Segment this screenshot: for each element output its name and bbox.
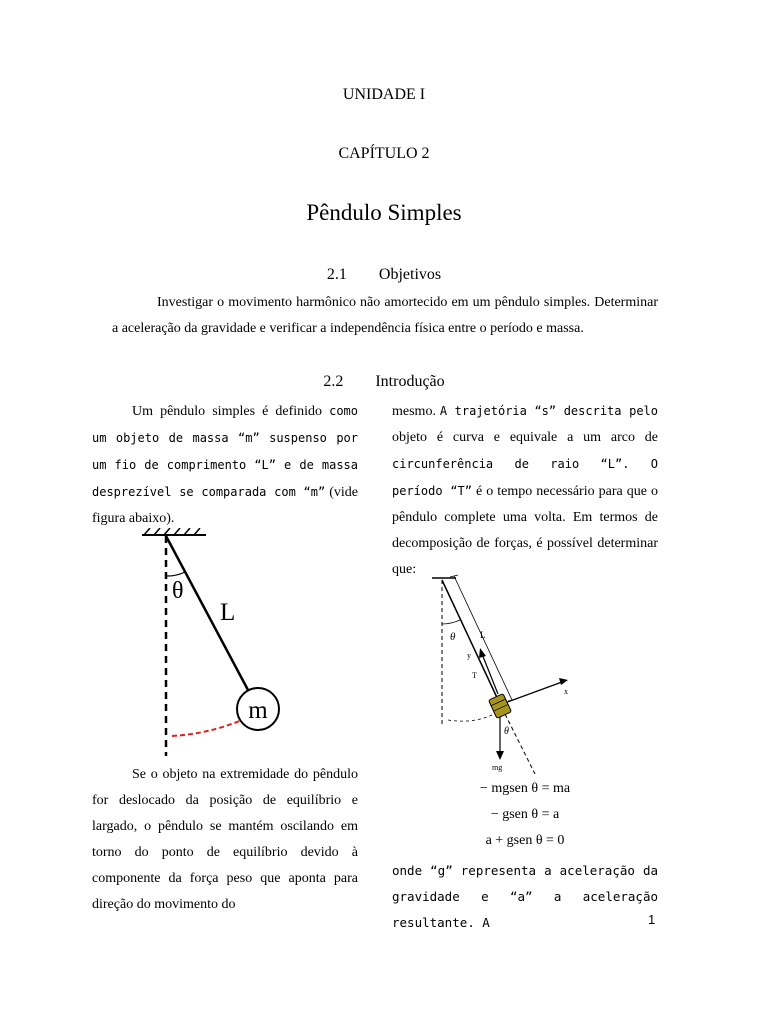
section-introduction-heading <box>0 373 768 391</box>
x-label: x <box>564 687 568 696</box>
text-run: circunferência de raio “L”. O período “T” <box>392 457 658 498</box>
section-number: 2.2 <box>323 373 344 390</box>
theta-label: θ <box>172 578 184 604</box>
page-title: Pêndulo Simples <box>306 200 462 225</box>
equation-3: a + gsen θ = 0 <box>485 833 565 848</box>
section-number: 2.1 <box>326 266 347 283</box>
text-run: como um objeto de massa “m” suspenso por um fio de comprimento “L” e de massa desprezível se comparada com “m” <box>92 404 358 499</box>
tension-label: T <box>472 671 477 680</box>
tension-arrowhead <box>479 648 486 658</box>
text-run: A trajetória “s” descrita pelo <box>439 404 658 418</box>
text-run: objeto é curva e equivale a um arco de <box>392 430 658 445</box>
x-axis-arrow <box>502 682 562 704</box>
trajectory-arc <box>448 714 494 721</box>
y-label: y <box>467 651 471 660</box>
intro-paragraph-right <box>392 398 658 583</box>
page-number: 1 <box>648 912 656 927</box>
objectives-paragraph: Investigar o movimento harmônico não amortecido em um pêndulo simples. Determinar a aceleração da gravidade e verificar a independência física entre o período e massa. <box>112 295 658 336</box>
pendulum-string <box>166 536 248 690</box>
text-run: Um pêndulo simples é definido <box>132 404 330 419</box>
length-label: L <box>480 630 486 640</box>
theta-label: θ <box>450 631 456 643</box>
text-run: é o tempo necessário para que o pêndulo complete uma volta. Em termos de decomposição de forças, é possível determinar que: <box>392 484 658 577</box>
ceiling-hatch <box>144 528 200 535</box>
intro-paragraph-right-2: onde “g” representa a aceleração da gravidade e “a” a aceleração resultante. A <box>392 863 658 930</box>
section-title: Objetivos <box>378 266 442 283</box>
section-title: Introdução <box>375 373 445 390</box>
equation-1: − mgsen θ = ma <box>479 781 571 796</box>
pendulum-figure <box>130 528 380 760</box>
section-objectives-heading <box>0 266 768 284</box>
tension-vector <box>482 654 498 694</box>
weight-label: mg <box>492 763 503 772</box>
mass-label: m <box>248 697 268 724</box>
intro-paragraph-left-2: Se o objeto na extremidade do pêndulo for deslocado da posição de equilíbrio e largado, o pêndulo se mantém oscilando em torno do ponto de equilíbrio devido à componente da força peso que aponta para direção do movimento do <box>92 767 358 912</box>
force-diagram-figure <box>420 574 600 774</box>
length-label: L <box>220 599 236 626</box>
trajectory-arc <box>172 720 242 736</box>
text-run: (vide figura abaixo). <box>92 485 359 526</box>
x-arrowhead <box>559 678 568 685</box>
angle-arc <box>166 572 185 576</box>
weight-arrowhead <box>496 751 504 760</box>
text-run: mesmo. <box>392 404 440 419</box>
equation-2: − gsen θ = a <box>490 807 560 822</box>
angle-arc <box>442 620 460 624</box>
unit-heading: UNIDADE I <box>342 86 426 103</box>
intro-paragraph-left <box>92 398 358 532</box>
radial-extension <box>502 708 538 774</box>
theta-label-bottom: θ <box>504 726 509 737</box>
chapter-heading: CAPÍTULO 2 <box>338 145 430 162</box>
